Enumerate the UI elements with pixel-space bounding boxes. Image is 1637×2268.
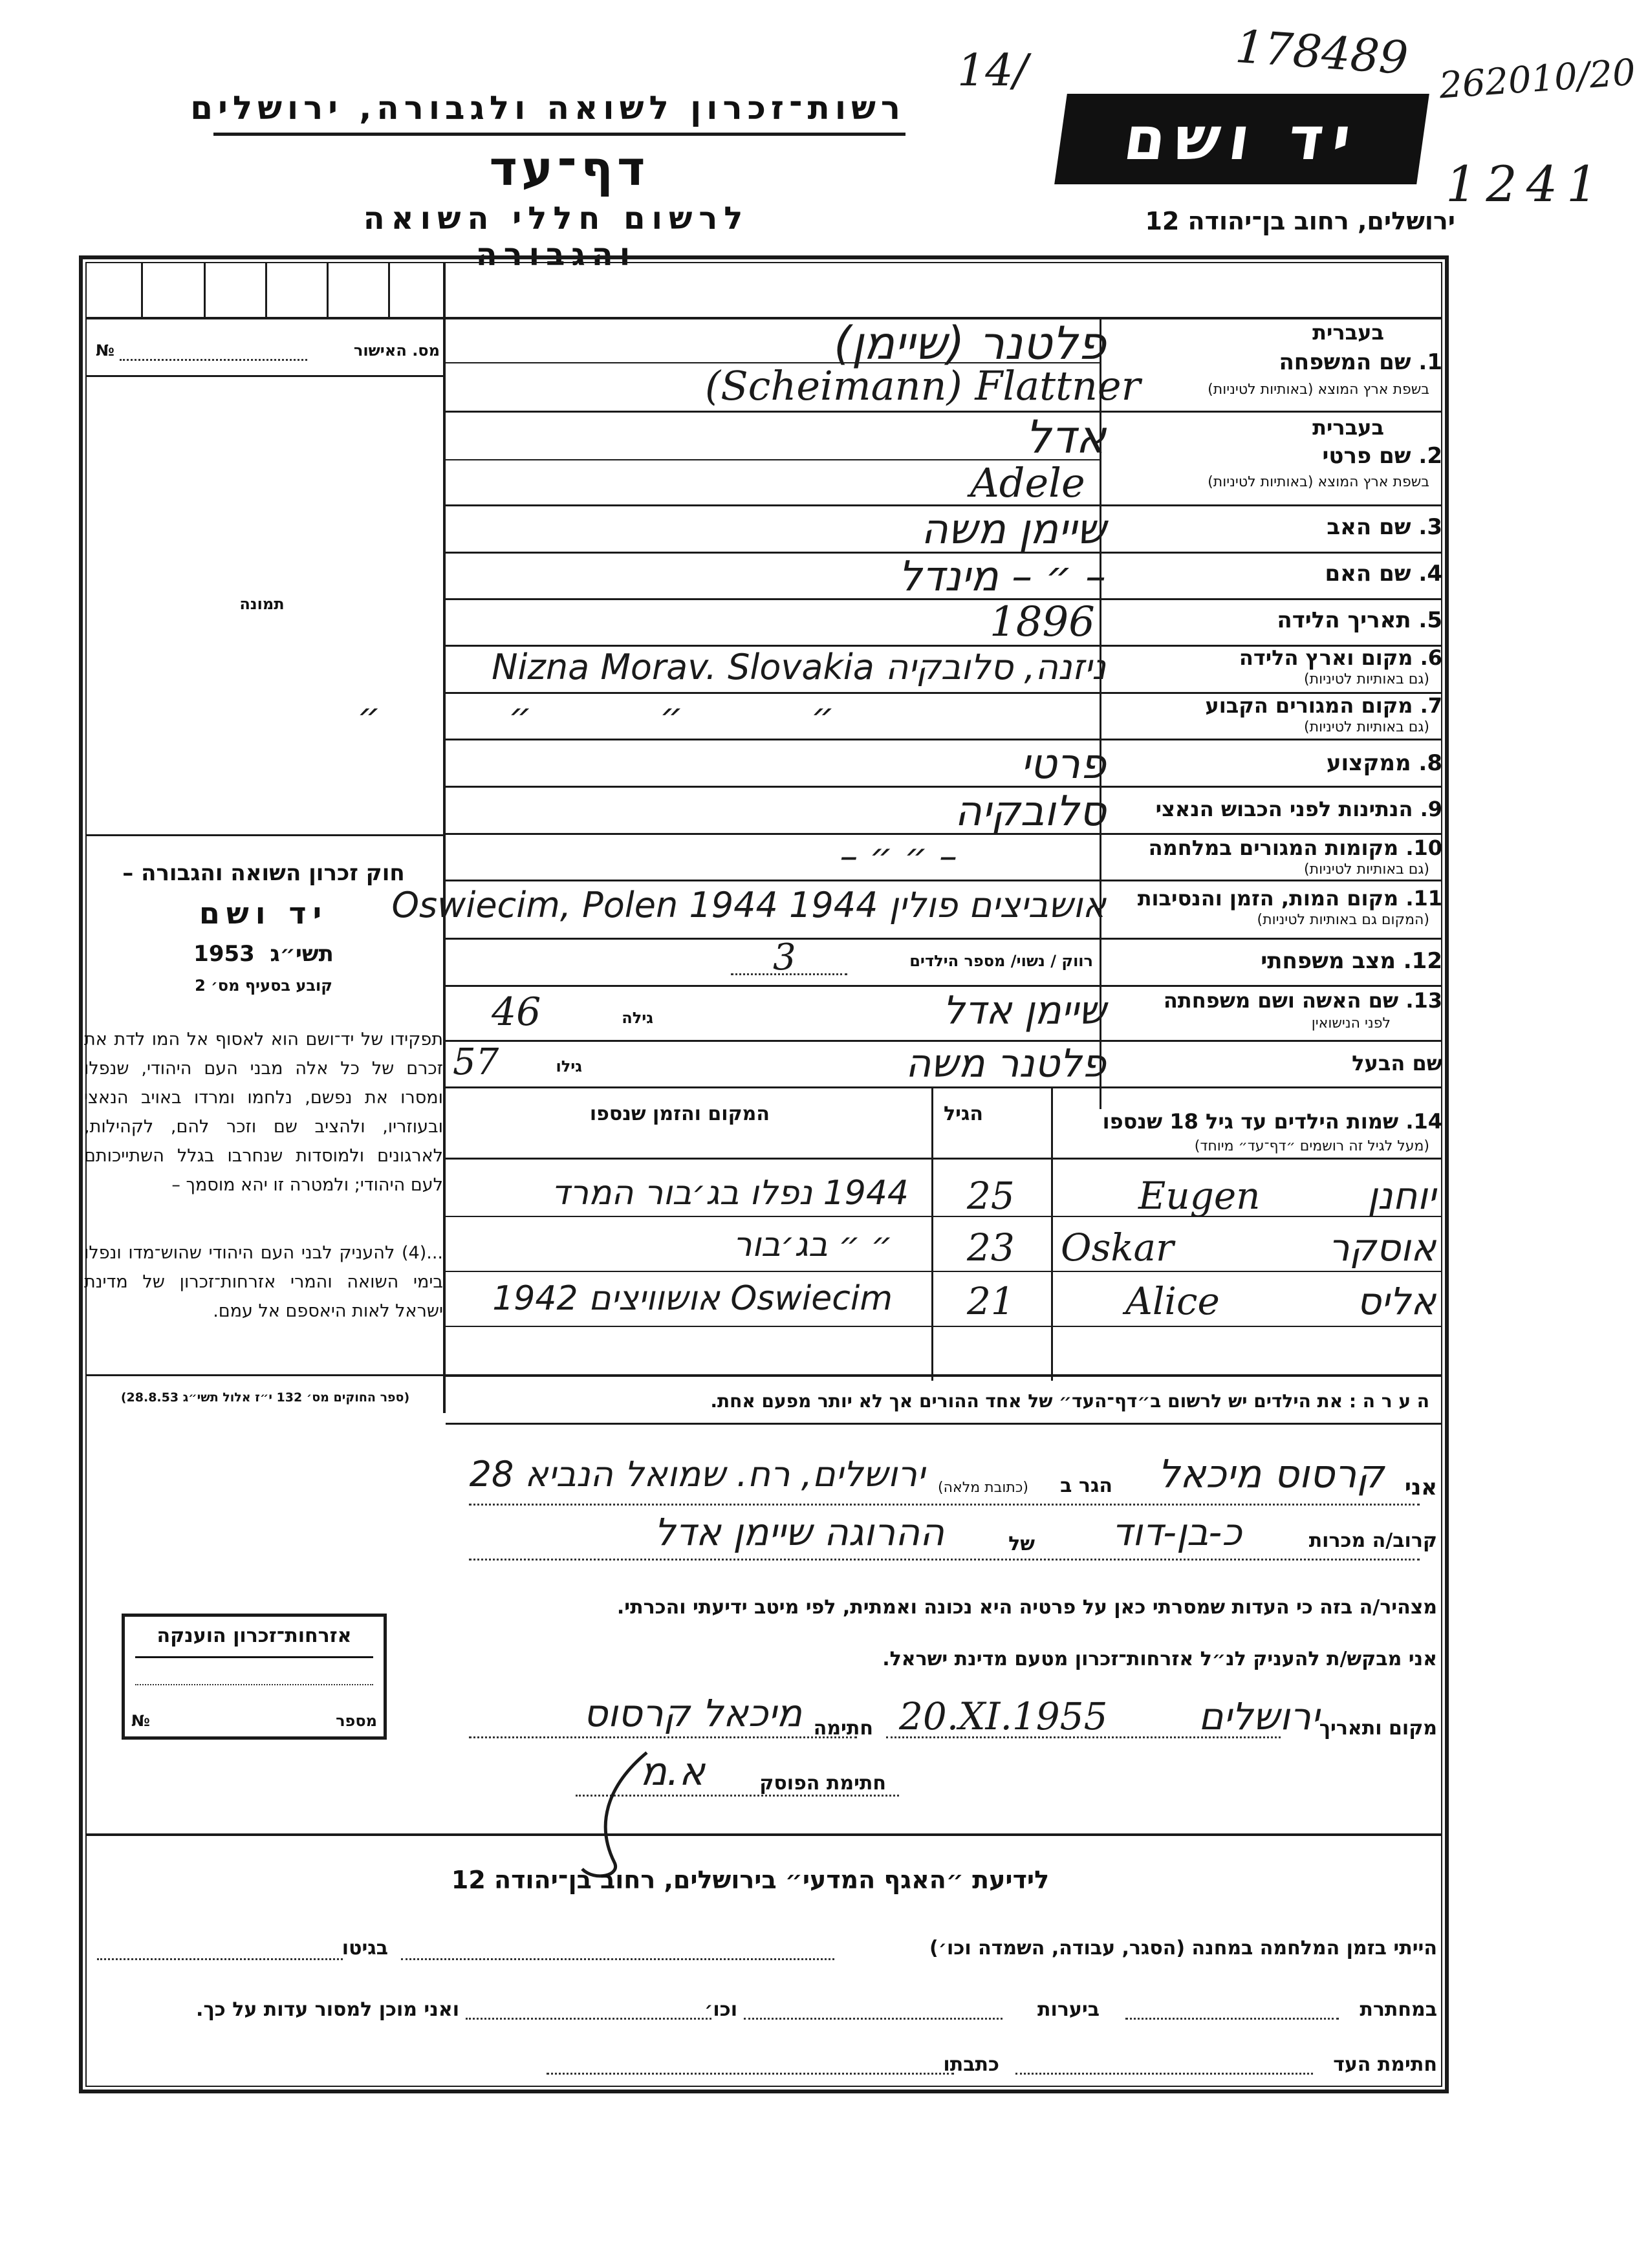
citizenship-no-mark: № bbox=[131, 1712, 150, 1730]
label-profession: 8. ממקצוע bbox=[1326, 750, 1442, 776]
children-row bbox=[446, 1271, 1442, 1272]
label-marital: 12. מצב משפחתי bbox=[1261, 948, 1442, 974]
row-sep bbox=[446, 833, 1442, 835]
label-birthplace: 6. מקום וארץ הלידה bbox=[1239, 645, 1442, 670]
citizenship-box-title: אזרחות־זכרון הוענקה bbox=[157, 1625, 352, 1647]
logo-text: יד ושם bbox=[1120, 104, 1364, 173]
form-title: דף־עד bbox=[489, 141, 649, 197]
value-husband-age: 57 bbox=[453, 1041, 499, 1083]
label-birthplace-sub: (גם באותיות לטיניות) bbox=[1304, 671, 1429, 687]
label-death: 11. מקום המות, הזמן והנסיבות bbox=[1137, 886, 1442, 911]
value-wife-age: 46 bbox=[492, 989, 541, 1035]
stub-div-5 bbox=[388, 262, 390, 317]
label-wife-sub: לפני הנישואין bbox=[1311, 1015, 1391, 1031]
child-2-age: 23 bbox=[967, 1226, 1015, 1269]
label-residence: 7. מקום המגורים הקבוע bbox=[1205, 693, 1442, 718]
decl-line-2 bbox=[469, 1559, 1420, 1561]
photo-bottom bbox=[85, 834, 443, 836]
value-mother: – ״ – מינדל bbox=[898, 553, 1106, 601]
row-sep bbox=[446, 1086, 1442, 1088]
row-sep bbox=[446, 985, 1442, 987]
child-2-place: ״ ״ בג׳בור bbox=[733, 1226, 893, 1264]
table-bottom bbox=[446, 1374, 1442, 1377]
bottom-dot-3 bbox=[1125, 2018, 1339, 2020]
yad-vashem-logo bbox=[1054, 94, 1429, 184]
value-firstname-lat: Adele bbox=[970, 459, 1085, 506]
bottom-etc: וכו׳ bbox=[704, 1998, 737, 2021]
decl-line-4 bbox=[469, 1736, 857, 1738]
bottom-dot-2 bbox=[97, 1958, 343, 1960]
label-nationality: 9. הנתינות לפני הכבוש הנאצי bbox=[1155, 797, 1442, 821]
value-war-residence: – ״ ״ – bbox=[840, 836, 957, 878]
approval-number-line bbox=[120, 359, 307, 361]
bottom-willing: ואני מוכן למסור עדות על כך. bbox=[196, 1998, 459, 2021]
row-sep bbox=[446, 880, 1442, 881]
child-3-name-lat: Alice bbox=[1125, 1279, 1220, 1323]
law-text-2: ...(4) להעניק לבני העם היהודי שהוש־מדו ונפלו בימי השואה והמרי אזרחות־זכרון של מדינת ישראל לאות היאספם אל עמם. bbox=[84, 1243, 443, 1321]
col-place-header: המקום והזמן שנספו bbox=[589, 1103, 770, 1125]
hw-topleft-mark: 14/ bbox=[957, 45, 1028, 96]
bottom-title: לידיעת ״האגף המדעי״ בירושלים, רחוב בן־יהודה 12 bbox=[451, 1866, 1050, 1894]
law-title: חוק זכרון השואה והגבורה – bbox=[122, 860, 405, 886]
decl-line-3 bbox=[886, 1736, 1281, 1738]
value-surname-heb: פלטנר (שיימן) bbox=[834, 317, 1106, 370]
label-children-sub: (מעל לגיל זה רושמים ״דף־עד״ מיוחד) bbox=[1194, 1138, 1429, 1154]
children-col-div bbox=[931, 1086, 933, 1381]
value-father: שיימן משה bbox=[921, 506, 1106, 554]
value-firstname-heb: אדל bbox=[1025, 411, 1106, 464]
decl-of-label: של bbox=[1008, 1533, 1035, 1555]
value-children-count: 3 bbox=[773, 936, 796, 978]
row-sep bbox=[446, 938, 1442, 940]
decl-live-label: הגר ב bbox=[1060, 1474, 1112, 1497]
child-2-name-heb: אוסקר bbox=[1328, 1226, 1436, 1269]
approval-no-mark: № bbox=[96, 341, 114, 360]
decl-place-date-label: מקום ותאריך bbox=[1319, 1717, 1437, 1740]
children-row bbox=[446, 1158, 1442, 1160]
decl-addr-hint: (כתובת מלאה) bbox=[938, 1480, 1028, 1496]
value-death: אושביצים פולין 1944 Oswiecim, Polen 1944 bbox=[391, 885, 1106, 925]
stub-bottom bbox=[85, 317, 1442, 319]
bottom-line-1: הייתי בזמן המלחמה במחנה (הסגר, עבודה, השמדה וכו׳) bbox=[929, 1937, 1437, 1960]
child-3-name-heb: אליס bbox=[1356, 1279, 1436, 1323]
photo-label: תמונה bbox=[239, 595, 285, 613]
remark: ה ע ר ה : את הילדים יש לרשום ב״דף־העד״ של אחד ההורים אך לא יותר מפעם אחת. bbox=[710, 1390, 1429, 1412]
form-subtitle: לרשום חללי השואה והגבורה bbox=[363, 200, 750, 273]
bottom-dot-5 bbox=[466, 2018, 711, 2020]
value-profession: פרטי bbox=[1021, 740, 1106, 788]
children-row bbox=[446, 1326, 1442, 1327]
label-children: 14. שמות הילדים עד גיל 18 שנספו bbox=[1102, 1109, 1442, 1134]
label-marital-mid: רווק / נשוי/ מספר הילדים bbox=[909, 952, 1093, 970]
label-surname: 1. שם המשפחה bbox=[1279, 349, 1442, 375]
value-residence: ״ ״ ״ ״ bbox=[357, 695, 893, 737]
law-source-top bbox=[85, 1374, 443, 1376]
decl-i-label: אני bbox=[1404, 1474, 1437, 1500]
label-father: 3. שם האב bbox=[1327, 514, 1442, 540]
decl-relation-of: ההרוגה שיימן אדל bbox=[654, 1510, 944, 1554]
decl-confirm: מצהיר/ה בזה כי העדות שמסרתי כאן על פרטיה היא נכונה ואמתית, לפי מיטב ידיעתי והכרתי. bbox=[616, 1596, 1437, 1619]
bottom-dot-7 bbox=[547, 2073, 954, 2075]
child-1-age: 25 bbox=[967, 1174, 1015, 1218]
row-sep bbox=[446, 739, 1442, 740]
hw-number-1: 178489 bbox=[1233, 19, 1410, 85]
label-hebrew-2: בעברית bbox=[1312, 415, 1384, 440]
row-sep bbox=[446, 411, 1442, 413]
label-residence-sub: (גם באותיות לטיניות) bbox=[1304, 719, 1429, 735]
value-birthplace: ניזנה, סלובקיה Nizna Morav. Slovakia bbox=[492, 647, 1106, 687]
value-wife-name: שיימן אדל bbox=[942, 988, 1106, 1033]
children-row bbox=[446, 1216, 1442, 1217]
child-3-age: 21 bbox=[967, 1279, 1015, 1323]
law-name: יד ושם bbox=[199, 896, 329, 931]
bottom-dot-1 bbox=[401, 1958, 834, 1960]
hw-number-2: 262010/20 bbox=[1438, 51, 1637, 107]
law-source: (ספר החוקים מס׳ 132 י״ז אלול תשי״ג 28.8.53) bbox=[120, 1390, 410, 1405]
value-nationality: סלובקיה bbox=[955, 788, 1106, 836]
remark-bottom bbox=[446, 1423, 1442, 1425]
decl-date: 20.XI.1955 bbox=[899, 1694, 1108, 1738]
decl-name: קרסוס מיכאל bbox=[1158, 1452, 1384, 1497]
approval-number-label: מס. האישור bbox=[353, 341, 440, 360]
decl-signature: מיכאל קרסוס bbox=[583, 1691, 802, 1735]
label-wife-age: גילה bbox=[622, 1009, 653, 1027]
label-death-sub: (המקום גם באותיות לטיניות) bbox=[1257, 912, 1429, 928]
decl-request: אני מבקש/ת להעניק לנ״ל אזרחות־זכרון מטעם מדינת ישראל. bbox=[882, 1648, 1437, 1670]
bottom-ghetto: בגיטו bbox=[341, 1937, 388, 1960]
law-year bbox=[87, 941, 440, 967]
left-panel-divider bbox=[443, 262, 446, 1413]
law-text-1: תפקידו של יד־ושם הוא לאסוף אל המו לדת את זכרם של כל אלה מבני העם היהודי, שנפלו ומסרו את נפשם, נלחמו ומרדו באויב הנאצי ובעוזריו, ולהציב שם וזכר להם, לקהילות, לארגונים ולמוסדות שנחרבו בגלל השתייכותם לעם היהודי; ולמטרה זו יהא מוסמך – bbox=[84, 1030, 443, 1195]
label-war-residence: 10. מקומות המגורים במלחמה bbox=[1148, 836, 1442, 860]
row-sep bbox=[446, 786, 1442, 788]
address-header: ירושלים, רחוב בן־יהודה 12 bbox=[1145, 207, 1455, 235]
recorder-signature: א.מ bbox=[640, 1749, 705, 1795]
stub-div-4 bbox=[327, 262, 329, 317]
bottom-address: כתבתו bbox=[943, 2053, 999, 2076]
child-1-place: 1944 נפלו בג׳בור המרד bbox=[551, 1174, 909, 1213]
label-surname-sub: בשפת ארץ המוצא (באותיות לטיניות) bbox=[1208, 382, 1429, 398]
hw-number-3: 1241 bbox=[1446, 155, 1607, 213]
bottom-section-top bbox=[85, 1833, 1442, 1836]
law-year-heb: תשי״ג bbox=[270, 941, 334, 967]
label-firstname: 2. שם פרטי bbox=[1322, 443, 1442, 469]
stub-div-2 bbox=[204, 262, 206, 317]
law-year-number: 1953 bbox=[193, 941, 255, 967]
child-1-name-heb: יוחנן bbox=[1367, 1174, 1436, 1218]
bottom-witness-sign: חתימת העד bbox=[1333, 2053, 1437, 2076]
children-col-div bbox=[1051, 1086, 1053, 1381]
decl-line-1 bbox=[469, 1504, 1420, 1506]
bottom-forests: ביערות bbox=[1037, 1998, 1100, 2021]
value-husband-name: פלטנר משה bbox=[905, 1041, 1106, 1086]
authority-underline bbox=[213, 133, 905, 136]
child-3-place: Oswiecim אושוויצים 1942 bbox=[492, 1279, 893, 1318]
decl-relation-label: קרוב/ה מכרות bbox=[1308, 1529, 1437, 1552]
citizenship-box bbox=[122, 1614, 387, 1740]
value-birthdate: 1896 bbox=[990, 598, 1095, 646]
decl-sign-label: חתימה bbox=[813, 1717, 873, 1740]
decl-place: ירושלים bbox=[1198, 1694, 1319, 1738]
value-surname-lat: (Scheimann) Flattner bbox=[705, 362, 1141, 409]
label-firstname-sub: בשפת ארץ המוצא (באותיות לטיניות) bbox=[1208, 474, 1429, 490]
col-age-header: הגיל bbox=[944, 1103, 983, 1125]
decl-address: ירושלים, רח. שמואל הנביא 28 bbox=[469, 1454, 925, 1495]
label-birthdate: 5. תאריך הלידה bbox=[1277, 607, 1442, 633]
stub-div-3 bbox=[265, 262, 267, 317]
approval-bottom bbox=[85, 375, 443, 377]
label-husband: שם הבעל bbox=[1352, 1051, 1442, 1075]
label-hebrew-1: בעברית bbox=[1312, 320, 1384, 345]
decl-recorder-label: חתימת הפוסק bbox=[759, 1772, 886, 1795]
stub-div-1 bbox=[141, 262, 143, 317]
label-war-residence-sub: (גם באותיות לטיניות) bbox=[1304, 861, 1429, 878]
child-1-name-lat: Eugen bbox=[1138, 1174, 1261, 1218]
child-2-name-lat: Oskar bbox=[1061, 1226, 1174, 1269]
bottom-underground: במחתרת bbox=[1360, 1998, 1437, 2021]
label-wife: 13. שם האשה ושם משפחתה bbox=[1163, 988, 1442, 1013]
label-husband-age: גילו bbox=[556, 1057, 582, 1075]
citizenship-box-number: מספר bbox=[336, 1712, 377, 1730]
label-mother: 4. שם האם bbox=[1325, 561, 1442, 587]
law-clause: קובע בסעיף מס׳ 2 bbox=[195, 977, 332, 995]
children-count-line bbox=[731, 973, 847, 975]
authority-title: רשות־זכרון לשואה ולגבורה, ירושלים bbox=[190, 89, 905, 127]
bottom-dot-4 bbox=[744, 2018, 1003, 2020]
decl-relation: כ-בן-דוד bbox=[1112, 1510, 1242, 1554]
bottom-dot-6 bbox=[1015, 2073, 1313, 2075]
